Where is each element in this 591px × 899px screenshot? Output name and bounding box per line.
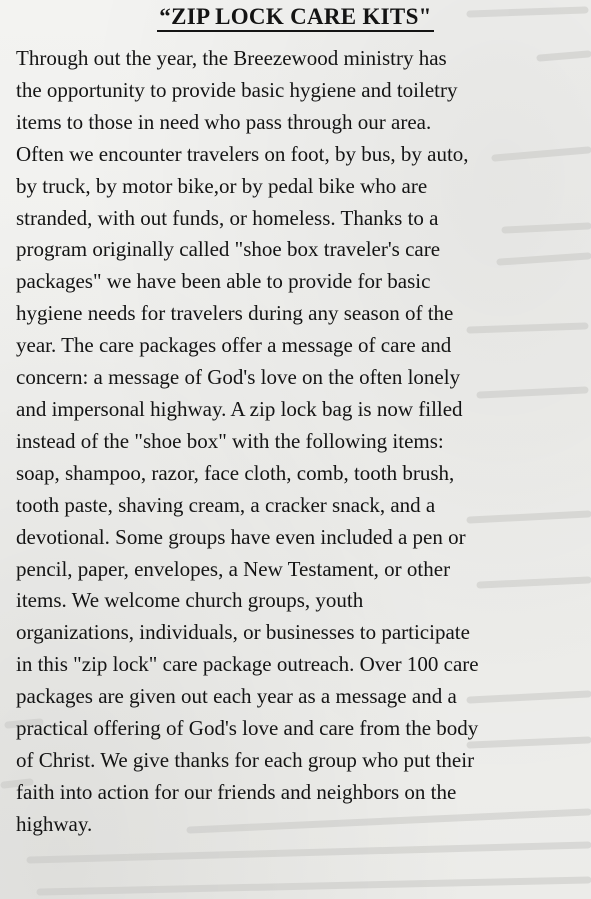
paragraph-line: in this "zip lock" care package outreach. Over 100 care [16,652,479,677]
paragraph-line: Through out the year, the Breezewood ministry has [16,46,447,70]
paragraph-line: concern: a message of God's love on the often lonely [16,365,461,390]
paragraph-line: practical offering of God's love and care from the body [16,716,479,741]
paragraph-line: hygiene needs for travelers during any season of the [16,301,454,326]
document-title-text: “ZIP LOCK CARE KITS" [157,4,433,32]
paragraph-line: tooth paste, shaving cream, a cracker snack, and a [16,492,436,517]
paragraph-line: and impersonal highway. A zip lock bag is now filled [16,396,463,421]
paragraph-line: packages" we have been able to provide for basic [16,269,431,294]
paragraph-line: organizations, individuals, or businesses to participate [16,620,470,645]
body-paragraph [16,43,588,841]
paragraph-line: devotional. Some groups have even included a pen or [16,524,466,549]
document-title [0,4,591,30]
paragraph-line: Often we encounter travelers on foot, by bus, by auto, [16,141,469,166]
paragraph-line: items. We welcome church groups, youth [16,588,364,613]
paragraph-line: soap, shampoo, razor, face cloth, comb, tooth brush, [16,460,455,485]
paragraph-line: packages are given out each year as a message and a [16,684,457,709]
paragraph-line: highway. [16,811,93,836]
paragraph-line: the opportunity to provide basic hygiene and toiletry [16,77,458,102]
paragraph-line: by truck, by motor bike,or by pedal bike who are [16,173,428,198]
paragraph-line: items to those in need who pass through our area. [16,109,432,134]
paragraph-line: program originally called "shoe box traveler's care [16,237,441,262]
paragraph-line: stranded, with out funds, or homeless. Thanks to a [16,205,439,230]
paragraph-line: of Christ. We give thanks for each group who put their [16,747,475,772]
paragraph-line: year. The care packages offer a message of care and [16,333,452,358]
paragraph-line: pencil, paper, envelopes, a New Testament, or other [16,556,451,581]
paragraph-line: faith into action for our friends and neighbors on the [16,779,457,804]
paragraph-line: instead of the "shoe box" with the following items: [16,428,444,453]
